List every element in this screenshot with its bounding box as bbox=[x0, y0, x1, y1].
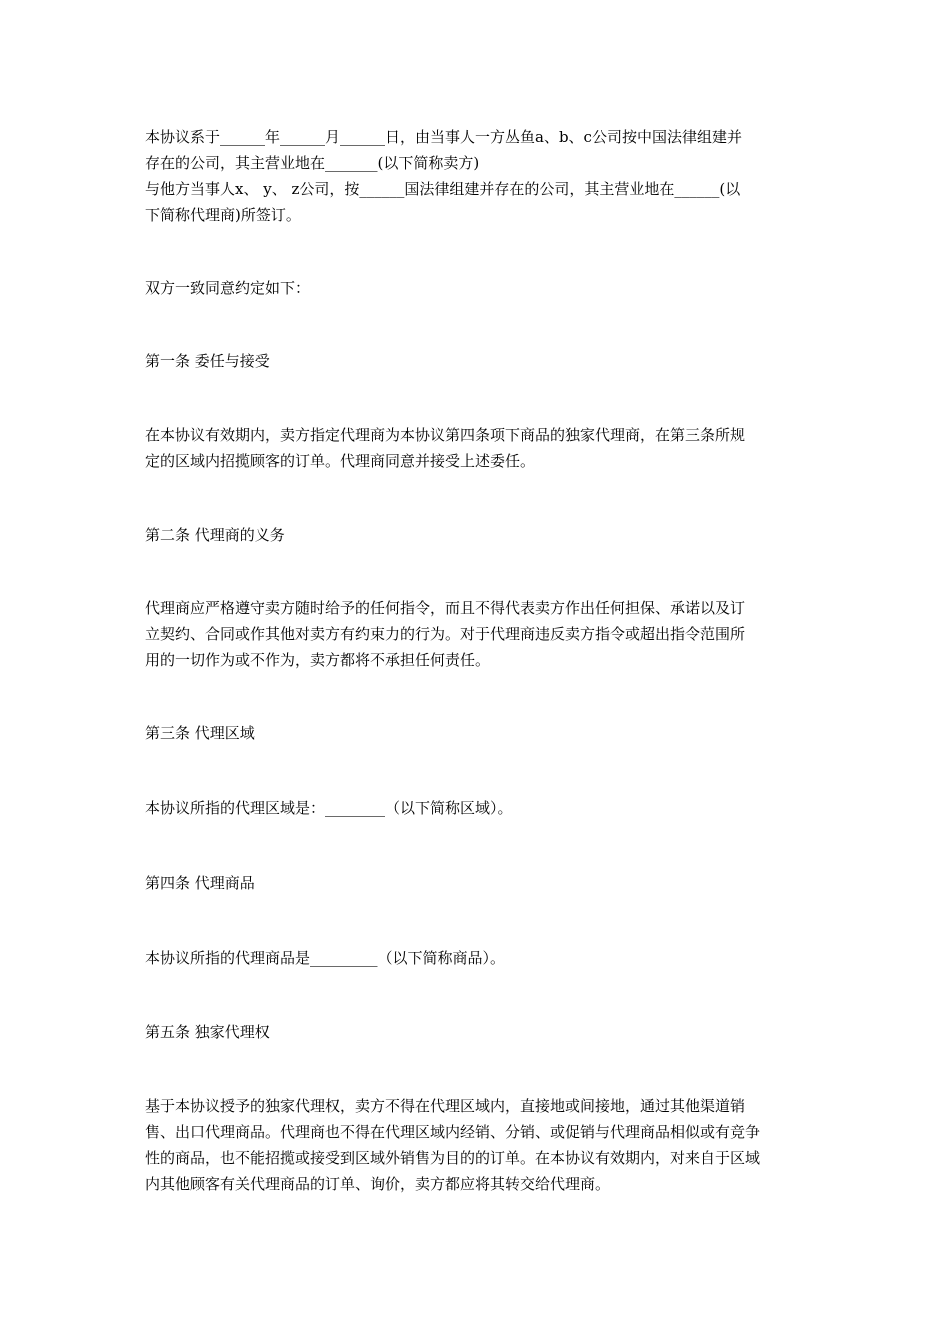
article-5-body-line: 内其他顾客有关代理商品的订单、询价，卖方都应将其转交给代理商。 bbox=[145, 1175, 611, 1193]
article-1-body-line: 在本协议有效期内，卖方指定代理商为本协议第四条项下商品的独家代理商，在第三条所规 bbox=[145, 426, 746, 444]
agreement-intro: 双方一致同意约定如下： bbox=[145, 279, 311, 297]
intro-line: 存在的公司，其主营业地在_______(以下简称卖方) bbox=[145, 154, 480, 172]
intro-line: 本协议系于______年______月______日，由当事人一方丛鱼a、b、c公司按中国法律组建并 bbox=[145, 128, 742, 146]
article-5-body-line: 性的商品，也不能招揽或接受到区域外销售为目的的订单。在本协议有效期内，对来自于区域 bbox=[145, 1149, 761, 1167]
article-2-body-line: 立契约、合同或作其他对卖方有约束力的行为。对于代理商违反卖方指令或超出指令范围所 bbox=[145, 625, 746, 643]
intro-line: 与他方当事人x、 y、 z公司，按______国法律组建并存在的公司，其主营业地在______(以 bbox=[145, 180, 741, 198]
article-4-heading: 第四条 代理商品 bbox=[145, 874, 255, 892]
article-2-body-line: 代理商应严格遵守卖方随时给予的任何指令，而且不得代表卖方作出任何担保、承诺以及订 bbox=[145, 599, 746, 617]
intro-line: 下简称代理商)所签订。 bbox=[145, 206, 301, 224]
article-5-body-line: 售、出口代理商品。代理商也不得在代理区域内经销、分销、或促销与代理商品相似或有竞争 bbox=[145, 1123, 761, 1141]
article-2-heading: 第二条 代理商的义务 bbox=[145, 526, 285, 544]
article-1-body-line: 定的区域内招揽顾客的订单。代理商同意并接受上述委任。 bbox=[145, 452, 536, 470]
article-2-body-line: 用的一切作为或不作为，卖方都将不承担任何责任。 bbox=[145, 651, 491, 669]
article-5-heading: 第五条 独家代理权 bbox=[145, 1023, 270, 1041]
article-1-heading: 第一条 委任与接受 bbox=[145, 352, 270, 370]
article-5-body-line: 基于本协议授予的独家代理权，卖方不得在代理区域内，直接地或间接地，通过其他渠道销 bbox=[145, 1097, 746, 1115]
article-3-heading: 第三条 代理区域 bbox=[145, 724, 255, 742]
article-3-body-line: 本协议所指的代理区域是：________（以下简称区域）。 bbox=[145, 799, 513, 817]
article-4-body-line: 本协议所指的代理商品是_________（以下简称商品）。 bbox=[145, 949, 506, 967]
